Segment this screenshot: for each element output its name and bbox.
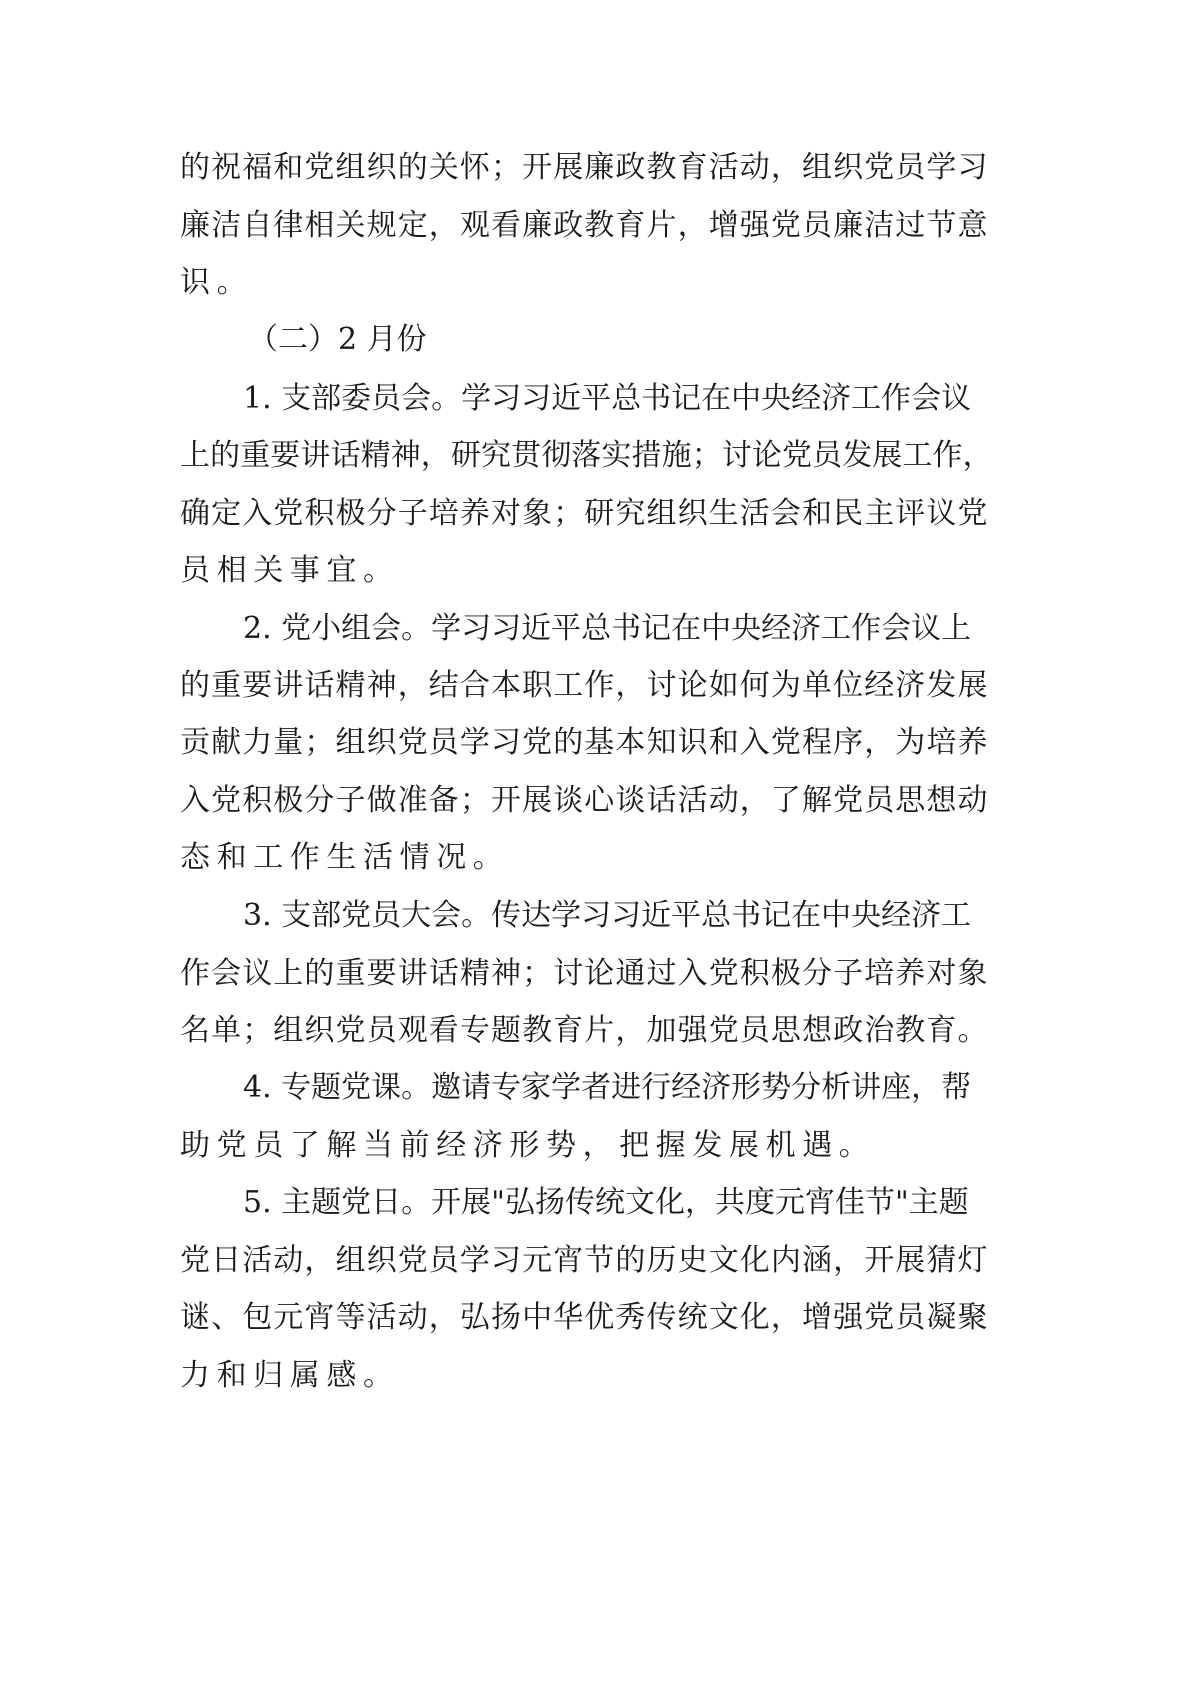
- paragraph-item-1-line: 确定入党积极分子培养对象；研究组织生活会和民主评议党: [180, 496, 989, 531]
- paragraph-item-2-line: 贡献力量；组织党员学习党的基本知识和入党程序，为培养: [180, 725, 989, 760]
- paragraph-item-3-line: 3. 支部党员大会。传达学习习近平总书记在中央经济工: [243, 898, 972, 933]
- paragraph-item-2-line: 入党积极分子做准备；开展谈心谈话活动，了解党员思想动: [180, 783, 989, 818]
- paragraph-item-3-line: 名单；组织党员观看专题教育片，加强党员思想政治教育。: [180, 1013, 989, 1048]
- paragraph-item-1-line: 上的重要讲话精神，研究贯彻落实措施；讨论党员发展工作，: [180, 438, 993, 473]
- paragraph-item-5-line: 力和归属感。: [180, 1358, 400, 1393]
- body-text-line: 识。: [180, 265, 254, 300]
- paragraph-item-3-line: 作会议上的重要讲话精神；讨论通过入党积极分子培养对象: [180, 956, 989, 991]
- paragraph-item-2-line: 态和工作生活情况。: [180, 840, 510, 875]
- paragraph-item-5-line: 党日活动，组织党员学习元宵节的历史文化内涵，开展猜灯: [180, 1243, 989, 1278]
- section-heading-february: （二）2 月份: [248, 322, 427, 357]
- paragraph-item-5-line: 5. 主题党日。开展"弘扬传统文化，共度元宵佳节"主题: [243, 1185, 969, 1220]
- body-text-line: 廉洁自律相关规定，观看廉政教育片，增强党员廉洁过节意: [180, 208, 989, 243]
- paragraph-item-2-line: 2. 党小组会。学习习近平总书记在中央经济工作会议上: [243, 611, 972, 646]
- paragraph-item-2-line: 的重要讲话精神，结合本职工作，讨论如何为单位经济发展: [180, 668, 989, 703]
- body-text-line: 的祝福和党组织的关怀；开展廉政教育活动，组织党员学习: [180, 150, 989, 185]
- paragraph-item-4-line: 4. 专题党课。邀请专家学者进行经济形势分析讲座，帮: [243, 1070, 972, 1105]
- paragraph-item-1-line: 员相关事宜。: [180, 553, 400, 588]
- paragraph-item-4-line: 助党员了解当前经济形势，把握发展机遇。: [180, 1128, 876, 1163]
- paragraph-item-1-line: 1. 支部委员会。学习习近平总书记在中央经济工作会议: [243, 381, 972, 416]
- paragraph-item-5-line: 谜、包元宵等活动，弘扬中华优秀传统文化，增强党员凝聚: [180, 1300, 989, 1335]
